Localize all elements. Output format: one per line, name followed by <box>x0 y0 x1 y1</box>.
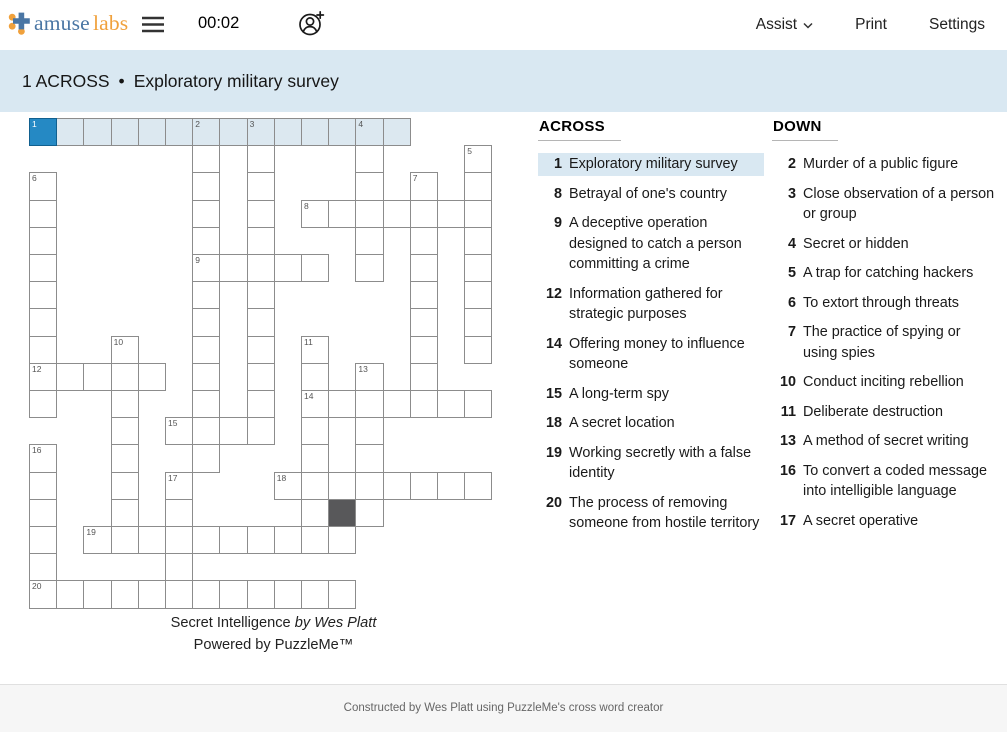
top-nav <box>756 0 985 50</box>
grid-cell[interactable] <box>192 200 220 228</box>
grid-cell[interactable] <box>29 254 57 282</box>
clue-item-down-7[interactable] <box>772 321 1000 364</box>
grid-cell[interactable] <box>56 363 84 391</box>
clue-number: 14 <box>545 335 562 352</box>
grid-cell[interactable] <box>111 417 139 445</box>
grid-cell[interactable] <box>464 281 492 309</box>
grid-cell[interactable] <box>192 227 220 255</box>
grid-cell[interactable] <box>383 118 411 146</box>
grid-cell[interactable] <box>247 308 275 336</box>
clue-number: 15 <box>545 385 562 402</box>
cell-number: 11 <box>304 336 313 347</box>
grid-cell[interactable] <box>111 363 139 391</box>
grid-cell[interactable] <box>111 118 139 146</box>
grid-cell[interactable] <box>111 499 139 527</box>
grid-cell[interactable] <box>464 390 492 418</box>
grid-cell[interactable] <box>165 580 193 608</box>
grid-cell[interactable] <box>301 526 329 554</box>
grid-cell[interactable] <box>165 499 193 527</box>
grid-cell[interactable] <box>56 118 84 146</box>
grid-cell[interactable] <box>355 145 383 173</box>
grid-cell[interactable] <box>301 580 329 608</box>
grid-cell[interactable] <box>301 472 329 500</box>
grid-cell[interactable] <box>247 336 275 364</box>
crossword-creator-link[interactable]: cross word creator <box>568 702 664 714</box>
grid-cell[interactable] <box>111 580 139 608</box>
clue-number: 19 <box>545 444 562 461</box>
clue-item-across-15[interactable] <box>538 383 764 406</box>
grid-cell[interactable] <box>355 118 383 146</box>
grid-cell[interactable] <box>301 336 329 364</box>
puzzle-caption <box>41 613 506 656</box>
grid-cell[interactable] <box>219 580 247 608</box>
grid-cell[interactable] <box>355 417 383 445</box>
grid-cell[interactable] <box>165 526 193 554</box>
grid-cell[interactable] <box>464 308 492 336</box>
grid-cell[interactable] <box>437 472 465 500</box>
cell-number: 18 <box>276 472 287 483</box>
clue-text: Offering money to influence someone <box>569 335 745 372</box>
clue-text: Close observation of a person or group <box>803 185 995 222</box>
grid-cell[interactable] <box>56 580 84 608</box>
clue-number: 7 <box>787 324 796 340</box>
grid-cell[interactable] <box>301 444 329 472</box>
grid-cell[interactable] <box>464 472 492 500</box>
clue-text: Secret or hidden <box>803 235 909 252</box>
grid-cell[interactable] <box>29 444 57 472</box>
grid-cell-selected[interactable] <box>29 118 57 146</box>
grid-cell[interactable] <box>192 254 220 282</box>
clue-item-across-18[interactable] <box>538 412 764 435</box>
grid-cell[interactable] <box>247 580 275 608</box>
grid-cell[interactable] <box>219 254 247 282</box>
grid-cell[interactable] <box>192 390 220 418</box>
grid-cell[interactable] <box>301 254 329 282</box>
brand-labs: labs <box>92 11 129 35</box>
grid-cell[interactable] <box>274 472 302 500</box>
clue-item-down-10[interactable] <box>772 371 1000 394</box>
clue-text: A trap for catching hackers <box>803 265 974 281</box>
clue-item-down-4[interactable] <box>772 233 1000 256</box>
grid-cell[interactable] <box>301 390 329 418</box>
cell-number: 12 <box>32 363 42 374</box>
grid-cell[interactable] <box>355 254 383 282</box>
current-clue-text: Exploratory military survey <box>133 70 339 91</box>
grid-cell[interactable] <box>29 200 57 228</box>
grid-cell[interactable] <box>192 444 220 472</box>
clue-number: 12 <box>545 285 562 302</box>
bottom-bar <box>0 684 1007 732</box>
across-title: ACROSS <box>538 116 621 141</box>
grid-cell[interactable] <box>29 553 57 581</box>
grid-block-cell <box>328 499 356 527</box>
cell-number: 19 <box>86 527 96 537</box>
puzzle-byline: by Wes Platt <box>294 615 377 631</box>
grid-cell[interactable] <box>301 118 329 146</box>
grid-cell[interactable] <box>29 499 57 527</box>
grid-cell[interactable] <box>410 227 438 255</box>
grid-cell[interactable] <box>219 118 247 146</box>
grid-cell[interactable] <box>111 526 139 554</box>
assist-menu-button[interactable] <box>756 16 813 34</box>
grid-cell[interactable] <box>410 390 438 418</box>
grid-cell[interactable] <box>355 227 383 255</box>
grid-cell[interactable] <box>29 308 57 336</box>
grid-cell[interactable] <box>165 553 193 581</box>
grid-cell[interactable] <box>355 472 383 500</box>
grid-cell[interactable] <box>247 526 275 554</box>
clue-separator-dot: • <box>118 70 125 91</box>
settings-button[interactable] <box>929 16 985 34</box>
grid-cell[interactable] <box>111 390 139 418</box>
grid-cell[interactable] <box>138 363 166 391</box>
main-area <box>0 112 1007 684</box>
puzzleme-link[interactable]: PuzzleMe <box>274 636 339 653</box>
add-player-button[interactable] <box>297 10 325 38</box>
grid-cell[interactable] <box>192 363 220 391</box>
clue-item-across-19[interactable] <box>538 442 764 485</box>
clue-number: 1 <box>553 156 562 172</box>
amuselabs-logo[interactable] <box>8 11 128 36</box>
grid-cell[interactable] <box>29 390 57 418</box>
grid-cell[interactable] <box>464 172 492 200</box>
cell-number: 14 <box>304 391 314 401</box>
grid-cell[interactable] <box>301 417 329 445</box>
cell-number: 1 <box>32 119 37 129</box>
grid-cell[interactable] <box>410 281 438 309</box>
grid-cell[interactable] <box>83 526 111 554</box>
grid-cell[interactable] <box>274 118 302 146</box>
trademark-symbol: ™ <box>338 636 354 653</box>
clue-number: 13 <box>779 433 796 449</box>
grid-cell[interactable] <box>219 526 247 554</box>
cell-number: 3 <box>249 119 255 129</box>
grid-cell[interactable] <box>192 145 220 173</box>
clue-text: Information gathered for strategic purposes <box>569 285 723 322</box>
print-label: Print <box>855 16 887 33</box>
grid-cell[interactable] <box>192 417 220 445</box>
grid-cell[interactable] <box>192 308 220 336</box>
grid-cell[interactable] <box>247 390 275 418</box>
cell-number: 13 <box>358 363 368 374</box>
top-bar <box>0 0 1007 50</box>
grid-cell[interactable] <box>165 472 193 500</box>
grid-cell[interactable] <box>355 390 383 418</box>
current-clue-banner <box>0 50 1007 112</box>
brand-amuse: amuse <box>34 11 90 35</box>
grid-cell[interactable] <box>192 336 220 364</box>
cell-number: 6 <box>32 173 37 184</box>
grid-cell[interactable] <box>247 118 275 146</box>
cell-number: 2 <box>195 119 200 129</box>
clue-text: Working secretly with a false identity <box>569 444 752 481</box>
cell-number: 17 <box>168 472 178 483</box>
grid-cell[interactable] <box>328 118 356 146</box>
clue-number: 6 <box>787 294 796 311</box>
grid-cell[interactable] <box>464 227 492 255</box>
grid-cell[interactable] <box>111 472 139 500</box>
grid-cell[interactable] <box>247 145 275 173</box>
cell-number: 8 <box>304 200 309 211</box>
grid-cell[interactable] <box>192 580 220 608</box>
current-clue-ref: 1 ACROSS <box>22 70 110 91</box>
grid-cell[interactable] <box>383 390 411 418</box>
grid-cell[interactable] <box>274 254 302 282</box>
grid-cell[interactable] <box>165 118 193 146</box>
clue-text: The process of removing someone from hostile territory <box>569 494 760 531</box>
grid-cell[interactable] <box>247 417 275 445</box>
clue-number: 2 <box>787 156 796 172</box>
clue-item-across-14[interactable] <box>538 333 764 376</box>
grid-cell[interactable] <box>111 336 139 364</box>
powered-by-text: Powered by <box>193 636 275 653</box>
grid-cell[interactable] <box>328 390 356 418</box>
clue-item-down-3[interactable] <box>772 183 1000 226</box>
cell-number: 7 <box>412 173 418 184</box>
across-clues-section <box>538 116 764 535</box>
grid-cell[interactable] <box>410 200 438 228</box>
clue-text: The practice of spying or using spies <box>803 324 961 361</box>
clue-text: To convert a coded message into intelligible language <box>803 462 987 499</box>
grid-cell[interactable] <box>301 499 329 527</box>
clue-item-across-8[interactable] <box>538 183 764 206</box>
grid-cell[interactable] <box>410 363 438 391</box>
clue-text: A secret operative <box>803 512 919 529</box>
grid-cell[interactable] <box>247 363 275 391</box>
clue-text: A deceptive operation designed to catch a person committing a crime <box>569 215 742 272</box>
settings-label: Settings <box>928 16 985 33</box>
grid-cell[interactable] <box>247 200 275 228</box>
grid-cell[interactable] <box>328 472 356 500</box>
grid-cell[interactable] <box>355 499 383 527</box>
clue-item-across-1[interactable] <box>538 153 764 176</box>
clue-number: 8 <box>553 185 562 202</box>
grid-cell[interactable] <box>83 580 111 608</box>
crossword-grid <box>29 118 494 610</box>
clue-item-across-20[interactable] <box>538 492 764 535</box>
clue-item-down-11[interactable] <box>772 401 1000 424</box>
clue-number: 10 <box>779 374 796 390</box>
grid-cell[interactable] <box>464 145 492 173</box>
clue-text: A method of secret writing <box>803 433 969 449</box>
clue-number: 9 <box>553 215 562 231</box>
clue-number: 18 <box>545 415 562 431</box>
clue-number: 4 <box>787 235 796 252</box>
clue-text: Murder of a public figure <box>803 156 959 172</box>
chevron-down-icon <box>803 22 813 29</box>
person-plus-icon <box>297 26 325 41</box>
clue-text: Betrayal of one's country <box>569 185 727 202</box>
puzzle-title: Secret Intelligence <box>170 615 295 631</box>
menu-button[interactable] <box>142 16 164 33</box>
grid-cell[interactable] <box>29 172 57 200</box>
grid-cell[interactable] <box>274 526 302 554</box>
assist-label: Assist <box>755 16 798 33</box>
grid-cell[interactable] <box>111 444 139 472</box>
clue-text: Exploratory military survey <box>569 156 738 172</box>
grid-cell[interactable] <box>355 363 383 391</box>
clue-number: 20 <box>545 494 562 511</box>
grid-cell[interactable] <box>410 254 438 282</box>
grid-cell[interactable] <box>328 200 356 228</box>
clue-text: Deliberate destruction <box>803 403 943 420</box>
grid-cell[interactable] <box>138 580 166 608</box>
clue-item-down-6[interactable] <box>772 292 1000 315</box>
grid-cell[interactable] <box>192 281 220 309</box>
grid-cell[interactable] <box>192 118 220 146</box>
grid-cell[interactable] <box>247 281 275 309</box>
grid-cell[interactable] <box>355 444 383 472</box>
clue-text: Conduct inciting rebellion <box>803 374 964 390</box>
grid-cell[interactable] <box>29 227 57 255</box>
cell-number: 5 <box>467 146 472 157</box>
clue-item-across-9[interactable] <box>538 212 764 276</box>
clue-text: A secret location <box>569 415 675 431</box>
grid-cell[interactable] <box>328 526 356 554</box>
grid-cell[interactable] <box>83 363 111 391</box>
grid-cell[interactable] <box>274 580 302 608</box>
grid-cell[interactable] <box>410 472 438 500</box>
grid-cell[interactable] <box>301 200 329 228</box>
grid-cell[interactable] <box>437 390 465 418</box>
clue-item-down-17[interactable] <box>772 510 1000 533</box>
grid-cell[interactable] <box>138 118 166 146</box>
clue-number: 16 <box>779 462 796 479</box>
clue-number: 11 <box>780 403 796 420</box>
clue-item-down-13[interactable] <box>772 430 1000 453</box>
cell-number: 10 <box>113 336 124 347</box>
grid-cell[interactable] <box>410 172 438 200</box>
grid-cell[interactable] <box>29 580 57 608</box>
grid-cell[interactable] <box>383 200 411 228</box>
grid-cell[interactable] <box>247 254 275 282</box>
cell-number: 15 <box>168 418 178 429</box>
grid-cell[interactable] <box>247 227 275 255</box>
cell-number: 9 <box>195 255 200 265</box>
powered-by-line <box>41 635 506 657</box>
puzzle-title-line <box>41 613 506 635</box>
grid-cell[interactable] <box>437 200 465 228</box>
grid-cell[interactable] <box>464 254 492 282</box>
print-button[interactable] <box>855 16 887 34</box>
clue-item-down-2[interactable] <box>772 153 1000 176</box>
constructed-by-text: Constructed by Wes Platt using PuzzleMe's <box>343 702 569 714</box>
cell-number: 20 <box>32 581 42 592</box>
grid-cell[interactable] <box>328 580 356 608</box>
grid-cell[interactable] <box>29 336 57 364</box>
clue-number: 17 <box>779 512 796 529</box>
grid-cell[interactable] <box>410 308 438 336</box>
grid-cell[interactable] <box>29 526 57 554</box>
across-clue-list <box>538 153 764 535</box>
grid-cell[interactable] <box>464 200 492 228</box>
down-clues-section <box>772 116 1000 532</box>
grid-cell[interactable] <box>355 172 383 200</box>
grid-cell[interactable] <box>301 363 329 391</box>
grid-cell[interactable] <box>247 172 275 200</box>
cell-number: 4 <box>358 119 364 129</box>
grid-cell[interactable] <box>192 526 220 554</box>
grid-cell[interactable] <box>219 417 247 445</box>
grid-cell[interactable] <box>410 336 438 364</box>
down-title: DOWN <box>772 116 838 141</box>
hamburger-icon <box>142 21 164 36</box>
grid-cell[interactable] <box>29 363 57 391</box>
clue-number: 5 <box>787 265 796 281</box>
timer: 00:02 <box>198 14 240 32</box>
cell-number: 16 <box>32 445 42 456</box>
clue-item-across-12[interactable] <box>538 283 764 326</box>
amuselabs-logo-icon <box>8 12 31 35</box>
grid-cell[interactable] <box>165 417 193 445</box>
clue-text: A long-term spy <box>569 385 669 402</box>
grid-cell[interactable] <box>192 172 220 200</box>
clue-item-down-5[interactable] <box>772 262 1000 285</box>
clue-number: 3 <box>787 185 796 202</box>
clue-item-down-16[interactable] <box>772 460 1000 503</box>
grid-cell[interactable] <box>464 336 492 364</box>
grid-cell[interactable] <box>83 118 111 146</box>
grid-cell[interactable] <box>138 526 166 554</box>
grid-cell[interactable] <box>29 281 57 309</box>
grid-cell[interactable] <box>383 472 411 500</box>
grid-cell[interactable] <box>355 200 383 228</box>
clue-text: To extort through threats <box>803 294 959 311</box>
down-clue-list <box>772 153 1000 532</box>
grid-cell[interactable] <box>29 472 57 500</box>
